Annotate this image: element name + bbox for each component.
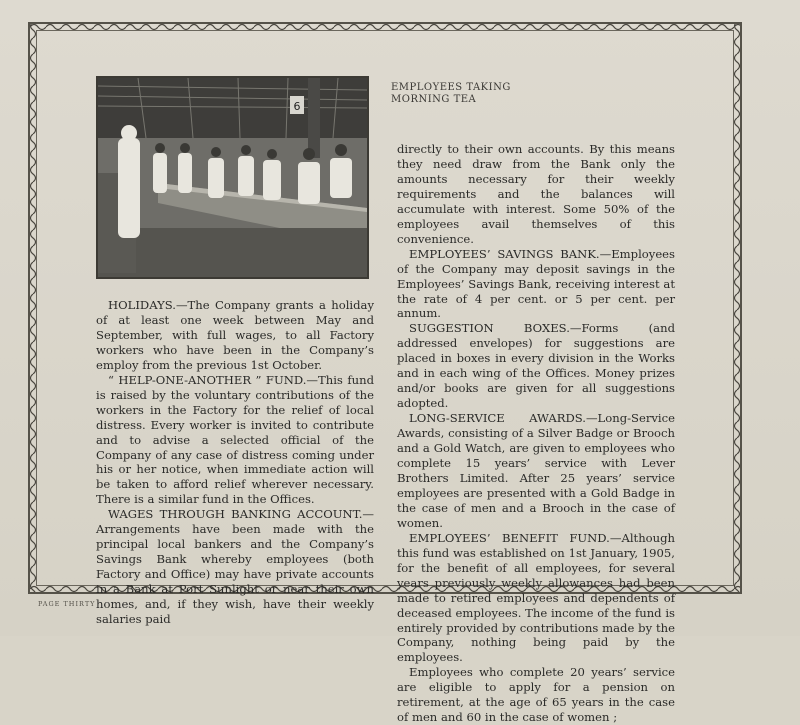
photo-illustration xyxy=(98,78,367,277)
caption-line-2: MORNING TEA xyxy=(391,94,477,105)
holidays-paragraph: HOLIDAYS.—The Company grants a holiday of at least one week between May and September, with full wages, to all Factory workers who have been in the Company’s employ from the previous 1st October. xyxy=(96,298,374,372)
photo-sign-number: 6 xyxy=(293,100,301,113)
continued-paragraph: directly to their own accounts. By this means they need draw from the Bank only the amounts necessary for their weekly requirements and the balances will accumulate with interest. Some 50% of the employees avail themselves of this convenience. xyxy=(397,142,675,246)
factory-tea-photo xyxy=(96,76,369,279)
right-text-column xyxy=(397,142,675,725)
photo-caption xyxy=(391,82,591,106)
caption-line-1: EMPLOYEES TAKING xyxy=(391,82,511,93)
help-one-another-paragraph: “ HELP-ONE-ANOTHER ” FUND.—This fund is raised by the voluntary contributions of the workers in the Factory for the relief of local distress. Every worker is invited to contribute and to advise a selected official of the Company of any case of distress coming under his or her notice, when immediate action will be taken to afford relief wherever necessary. There is a similar fund in the Offices. xyxy=(96,372,374,507)
benefit-fund-paragraph: EMPLOYEES’ BENEFIT FUND.—Although this fund was established on 1st January, 1905, for the benefit of all employees, for several years previously weekly allowances had been made to retired employees and dependents of deceased employees. The income of the fund is entirely provided by contributions made by the Company, nothing being paid by the employees. xyxy=(397,530,675,665)
pension-paragraph: Employees who complete 20 years’ service are eligible to apply for a pension on retirement, at the age of 65 years in the case of men and 60 in the case of women ; xyxy=(397,665,675,725)
long-service-awards-paragraph: LONG-SERVICE AWARDS.—Long-Service Awards, consisting of a Silver Badge or Brooch and a Gold Watch, are given to employees who complete 15 years’ service with Lever Brothers Limited. After 25 years’ service employees are presented with a Gold Badge in the case of men and a Brooch in the case of women. xyxy=(397,411,675,530)
suggestion-boxes-paragraph: SUGGESTION BOXES.—Forms (and addressed envelopes) for suggestions are placed in boxes in every division in the Works and in each wing of the Offices. Money prizes and/or books are given for all suggestions adopted. xyxy=(397,321,675,411)
wages-banking-paragraph: WAGES THROUGH BANKING ACCOUNT.— Arrangements have been made with the principal local bankers and the Company’s Savings Bank whereby employees (both Factory and Office) may have private accounts in a Bank at Port Sunlight or near their own homes, and, if they wish, have their weekly salaries paid xyxy=(96,507,374,627)
left-text-column xyxy=(96,298,374,627)
page-number-label: PAGE THIRTY xyxy=(38,600,96,608)
savings-bank-paragraph: EMPLOYEES’ SAVINGS BANK.—Employees of the Company may deposit savings in the Employees’ Savings Bank, receiving interest at the rate of 4 per cent. or 5 per cent. per annum. xyxy=(397,246,675,321)
